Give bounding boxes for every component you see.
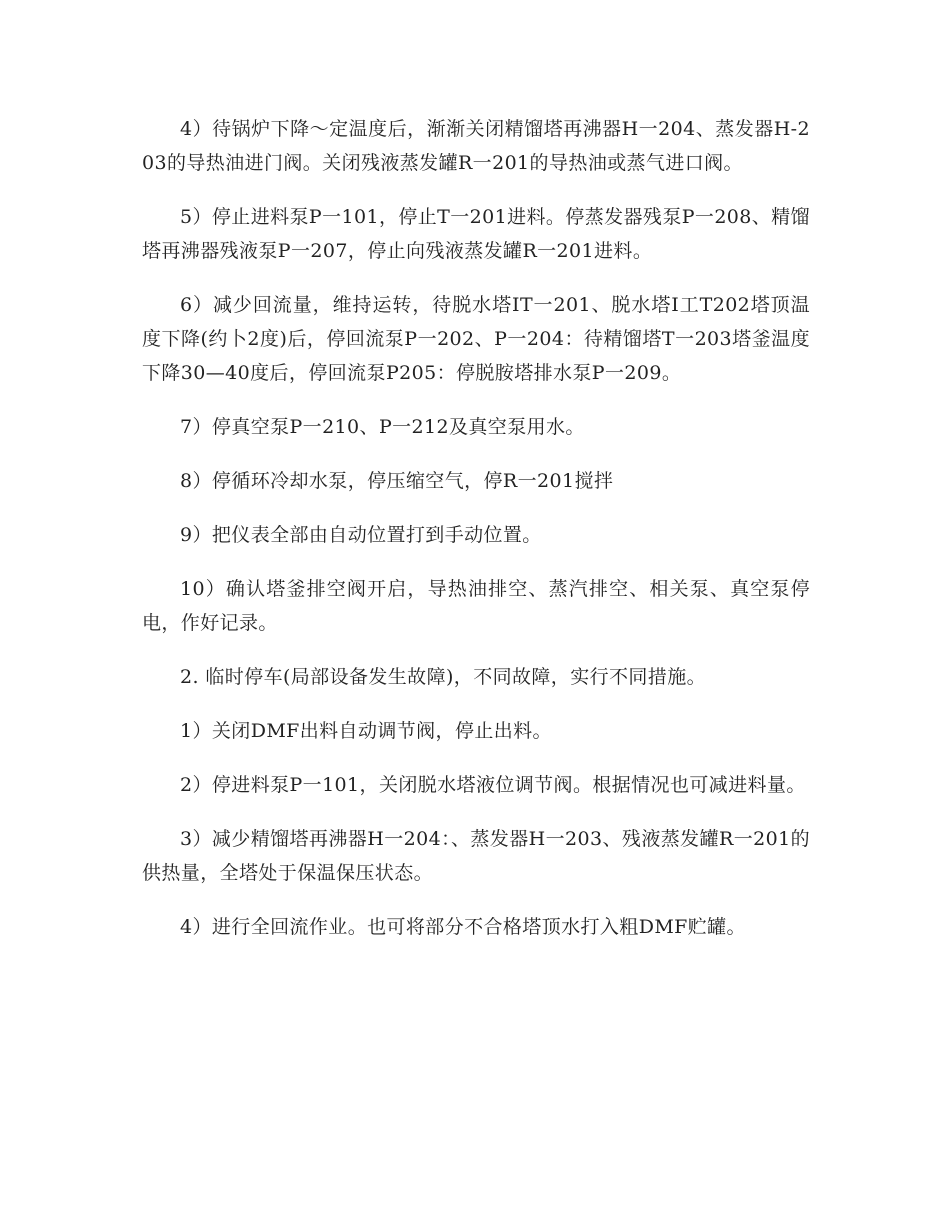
paragraph-step-10-confirm-drain: 10）确认塔釜排空阀开启，导热油排空、蒸汽排空、相关泵、真空泵停电，作好记录。: [142, 578, 810, 634]
paragraph-temp-step-2: 2）停进料泵P一101，关闭脱水塔液位调节阀。根据情况也可减进料量。: [180, 774, 806, 796]
paragraph-step-7-stop-vacuum: 7）停真空泵P一210、P一212及真空泵用水。: [180, 416, 585, 438]
paragraph-temp-step-3: 3）减少精馏塔再沸器H一204：、蒸发器H一203、残液蒸发罐R一201的供热量，全塔处于保温保压状态。: [142, 828, 810, 884]
paragraph-step-4-boiler-cooldown: 4）待锅炉下降～定温度后，渐渐关闭精馏塔再沸器H一204、蒸发器H-203的导热油进门阀。关闭残液蒸发罐R一201的导热油或蒸气进口阀。: [142, 118, 810, 174]
document-body: [142, 112, 810, 964]
paragraph-step-5-stop-feed: 5）停止进料泵P一101，停止T一201进料。停蒸发器残泵P一208、精馏塔再沸器残液泵P一207，停止向残液蒸发罐R一201进料。: [142, 206, 810, 262]
paragraph-step-8-stop-cooling-water: 8）停循环冷却水泵，停压缩空气，停R一201搅拌: [180, 470, 614, 492]
section-heading-temporary-shutdown: 2. 临时停车(局部设备发生故障)，不同故障，实行不同措施。: [180, 666, 706, 688]
paragraph-step-6-reduce-reflux: 6）减少回流量，维持运转，待脱水塔IT一201、脱水塔I工T202塔顶温度下降(约卜2度)后，停回流泵P一202、P一204：待精馏塔T一203塔釜温度下降30—40度后，停回流泵P205：停脱胺塔排水泵P一209。: [142, 294, 810, 384]
paragraph-step-9-instruments-manual: 9）把仪表全部由自动位置打到手动位置。: [180, 524, 542, 546]
paragraph-temp-step-4: 4）进行全回流作业。也可将部分不合格塔顶水打入粗DMF贮罐。: [180, 916, 746, 938]
paragraph-temp-step-1: 1）关闭DMF出料自动调节阀，停止出料。: [180, 720, 552, 742]
